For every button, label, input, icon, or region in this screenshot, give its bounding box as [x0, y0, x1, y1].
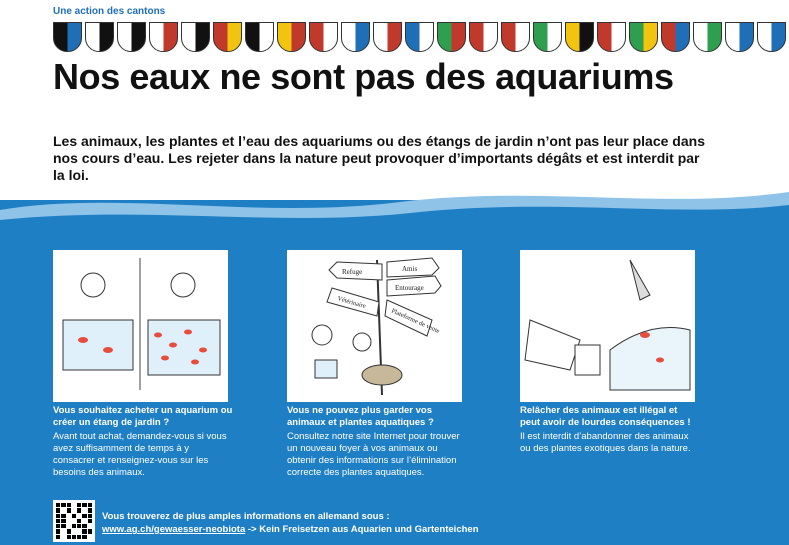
panel-aquarium-title: Vous souhaitez acheter un aquarium ou créer un étang de jardin ? [53, 405, 233, 428]
bl-crest [149, 22, 178, 52]
qr-code[interactable] [53, 500, 95, 542]
more-info-link-suffix: -> Kein Freisetzen aus Aquarien und Gartenteichen [245, 524, 479, 535]
tagline: Une action des cantons [53, 6, 166, 17]
panel-release-body: Il est interdit d’abandonner des animaux ou des plantes exotiques dans la nature. [520, 431, 691, 454]
panel-release-title: Relâcher des animaux est illégal et peut avoir de lourdes conséquences ! [520, 405, 691, 428]
panel-rehoming-title: Vous ne pouvez plus garder vos animaux et plantes aquatiques ? [287, 405, 434, 428]
zg-crest [757, 22, 786, 52]
sign-entourage: Entourage [395, 284, 424, 292]
more-info-text: Vous trouverez de plus amples informations en allemand sous : [102, 511, 390, 522]
ai-crest [85, 22, 114, 52]
ar-crest [117, 22, 146, 52]
sign-refuge: Refuge [342, 268, 363, 276]
illustration-signpost [287, 250, 462, 402]
ow-crest [501, 22, 530, 52]
ne-crest [437, 22, 466, 52]
ti-crest [661, 22, 690, 52]
be-crest [213, 22, 242, 52]
bs-crest [181, 22, 210, 52]
so-crest [597, 22, 626, 52]
sh-crest [565, 22, 594, 52]
page-title: Nos eaux ne sont pas des aquariums [53, 56, 674, 97]
more-info [102, 510, 479, 536]
panel-rehoming-body: Consultez notre site Internet pour trouver un nouveau foyer à vos animaux ou obtenir des informations sur l’élimination correcte des plantes aquatiques. [287, 431, 460, 478]
nw-crest [469, 22, 498, 52]
vd-crest [693, 22, 722, 52]
intro-text: Les animaux, les plantes et l’eau des aquariums ou des étangs de jardin n’ont pas leur place dans nos cours d’eau. Les rejeter dans la nature peut provoquer d’importants dégâts et est interdit par la loi. [53, 133, 705, 183]
panel-aquarium [53, 405, 233, 479]
more-info-link[interactable]: www.ag.ch/gewaesser-neobiota [102, 524, 246, 535]
ag-crest [53, 22, 82, 52]
zh-crest [725, 22, 754, 52]
sign-amis: Amis [402, 265, 418, 273]
gr-crest [341, 22, 370, 52]
sign-veterinaire: Vétérinaire [336, 295, 367, 310]
illustration-aquarium [53, 250, 228, 402]
ge-crest [277, 22, 306, 52]
fr-crest [245, 22, 274, 52]
water-wave [0, 180, 789, 240]
lu-crest [405, 22, 434, 52]
tg-crest [629, 22, 658, 52]
ju-crest [373, 22, 402, 52]
canton-crests [53, 22, 789, 52]
sg-crest [533, 22, 562, 52]
gl-crest [309, 22, 338, 52]
sign-plateforme: Plateforme de vente [390, 307, 441, 335]
panel-release [520, 405, 700, 455]
panel-rehoming [287, 405, 467, 479]
panel-aquarium-body: Avant tout achat, demandez-vous si vous avez suffisamment de temps à y consacrer et renseignez-vous sur les besoins des animaux. [53, 431, 227, 478]
illustration-release [520, 250, 695, 402]
